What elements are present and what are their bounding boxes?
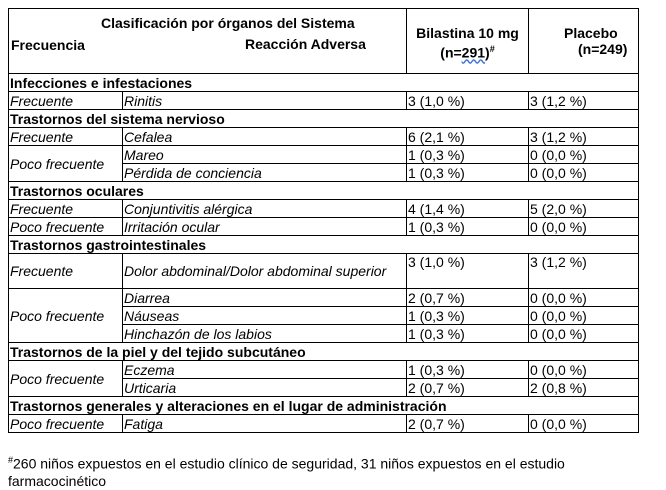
placebo-value: 0 (0,0 %) bbox=[529, 325, 639, 343]
frequency-cell: Frecuente bbox=[9, 128, 123, 146]
bilastina-value: 1 (0,3 %) bbox=[407, 218, 529, 236]
section-title: Trastornos generales y alteraciones en el lugar de administración bbox=[9, 397, 639, 415]
section-title: Trastornos gastrointestinales bbox=[9, 236, 639, 254]
reaction-cell: Diarrea bbox=[123, 289, 407, 307]
placebo-value: 0 (0,0 %) bbox=[529, 164, 639, 182]
bilastina-value: 1 (0,3 %) bbox=[407, 361, 529, 379]
reaction-cell: Irritación ocular bbox=[123, 218, 407, 236]
section-row bbox=[9, 182, 639, 200]
header-adverse-reaction: Reacción Adversa bbox=[245, 36, 366, 52]
placebo-value: 0 (0,0 %) bbox=[529, 361, 639, 379]
bilastina-value: 2 (0,7 %) bbox=[407, 289, 529, 307]
frequency-cell: Poco frecuente bbox=[9, 146, 123, 182]
frequency-cell: Poco frecuente bbox=[9, 415, 123, 433]
placebo-value: 0 (0,0 %) bbox=[529, 146, 639, 164]
bilastina-value: 1 (0,3 %) bbox=[407, 325, 529, 343]
header-placebo-cell bbox=[529, 9, 639, 74]
bilastina-value: 1 (0,3 %) bbox=[407, 146, 529, 164]
placebo-value: 0 (0,0 %) bbox=[529, 307, 639, 325]
placebo-value: 2 (0,8 %) bbox=[529, 379, 639, 397]
bilastina-value: 2 (0,7 %) bbox=[407, 379, 529, 397]
reaction-cell: Urticaria bbox=[123, 379, 407, 397]
footnote-mark: # bbox=[8, 455, 14, 465]
header-bilastina-close: ) bbox=[485, 44, 490, 61]
frequency-cell: Frecuente bbox=[9, 200, 123, 218]
reaction-cell: Cefalea bbox=[123, 128, 407, 146]
bilastina-value: 3 (1,0 %) bbox=[407, 92, 529, 110]
table-header-row bbox=[9, 9, 639, 74]
footnote bbox=[8, 452, 648, 490]
bilastina-value: 4 (1,4 %) bbox=[407, 200, 529, 218]
section-title: Trastornos oculares bbox=[9, 182, 639, 200]
section-row bbox=[9, 110, 639, 128]
header-system-organ-class: Clasificación por órganos del Sistema bbox=[101, 15, 355, 31]
reaction-cell: Náuseas bbox=[123, 307, 407, 325]
bilastina-value: 1 (0,3 %) bbox=[407, 164, 529, 182]
section-row bbox=[9, 343, 639, 361]
footnote-text: 260 niños expuestos en el estudio clínico de seguridad, 31 niños expuestos en el estudio farmacocinético bbox=[8, 455, 565, 489]
reaction-cell: Hinchazón de los labios bbox=[123, 325, 407, 343]
placebo-value: 0 (0,0 %) bbox=[529, 218, 639, 236]
table-row bbox=[9, 218, 639, 236]
reaction-cell: Dolor abdominal/Dolor abdominal superior bbox=[123, 254, 407, 289]
section-title: Infecciones e infestaciones bbox=[9, 74, 639, 92]
adverse-reactions-table bbox=[8, 8, 639, 433]
placebo-value: 3 (1,2 %) bbox=[529, 92, 639, 110]
section-row bbox=[9, 236, 639, 254]
bilastina-value: 1 (0,3 %) bbox=[407, 307, 529, 325]
reaction-cell: Rinitis bbox=[123, 92, 407, 110]
section-row bbox=[9, 397, 639, 415]
header-bilastina-footnote-mark: # bbox=[489, 44, 495, 54]
header-bilastina-title: Bilastina 10 mg bbox=[416, 25, 519, 41]
header-placebo-title: Placebo bbox=[564, 25, 618, 41]
section-title: Trastornos de la piel y del tejido subcutáneo bbox=[9, 343, 639, 361]
header-bilastina-n: 291 bbox=[461, 44, 486, 61]
placebo-value: 3 (1,2 %) bbox=[529, 128, 639, 146]
table-row bbox=[9, 92, 639, 110]
bilastina-value: 6 (2,1 %) bbox=[407, 128, 529, 146]
placebo-value: 0 (0,0 %) bbox=[529, 415, 639, 433]
header-frequency: Frecuencia bbox=[11, 37, 85, 53]
header-bilastina-open: (n= bbox=[440, 44, 462, 61]
placebo-value: 0 (0,0 %) bbox=[529, 289, 639, 307]
header-placebo-n: (n=249) bbox=[578, 41, 628, 57]
frequency-cell: Poco frecuente bbox=[9, 218, 123, 236]
reaction-cell: Fatiga bbox=[123, 415, 407, 433]
placebo-value: 3 (1,2 %) bbox=[529, 254, 639, 289]
reaction-cell: Eczema bbox=[123, 361, 407, 379]
reaction-cell: Conjuntivitis alérgica bbox=[123, 200, 407, 218]
table-row bbox=[9, 254, 639, 289]
section-title: Trastornos del sistema nervioso bbox=[9, 110, 639, 128]
reaction-cell: Mareo bbox=[123, 146, 407, 164]
table-row bbox=[9, 200, 639, 218]
table-row bbox=[9, 289, 639, 307]
table-row bbox=[9, 361, 639, 379]
frequency-cell: Poco frecuente bbox=[9, 361, 123, 397]
bilastina-value: 2 (0,7 %) bbox=[407, 415, 529, 433]
header-classification-cell bbox=[9, 9, 407, 74]
frequency-cell: Frecuente bbox=[9, 92, 123, 110]
bilastina-value: 3 (1,0 %) bbox=[407, 254, 529, 289]
frequency-cell: Poco frecuente bbox=[9, 289, 123, 343]
table-row bbox=[9, 128, 639, 146]
section-row bbox=[9, 74, 639, 92]
table-row bbox=[9, 415, 639, 433]
frequency-cell: Frecuente bbox=[9, 254, 123, 289]
placebo-value: 5 (2,0 %) bbox=[529, 200, 639, 218]
reaction-cell: Pérdida de conciencia bbox=[123, 164, 407, 182]
header-bilastina-cell bbox=[407, 9, 529, 74]
table-row bbox=[9, 146, 639, 164]
